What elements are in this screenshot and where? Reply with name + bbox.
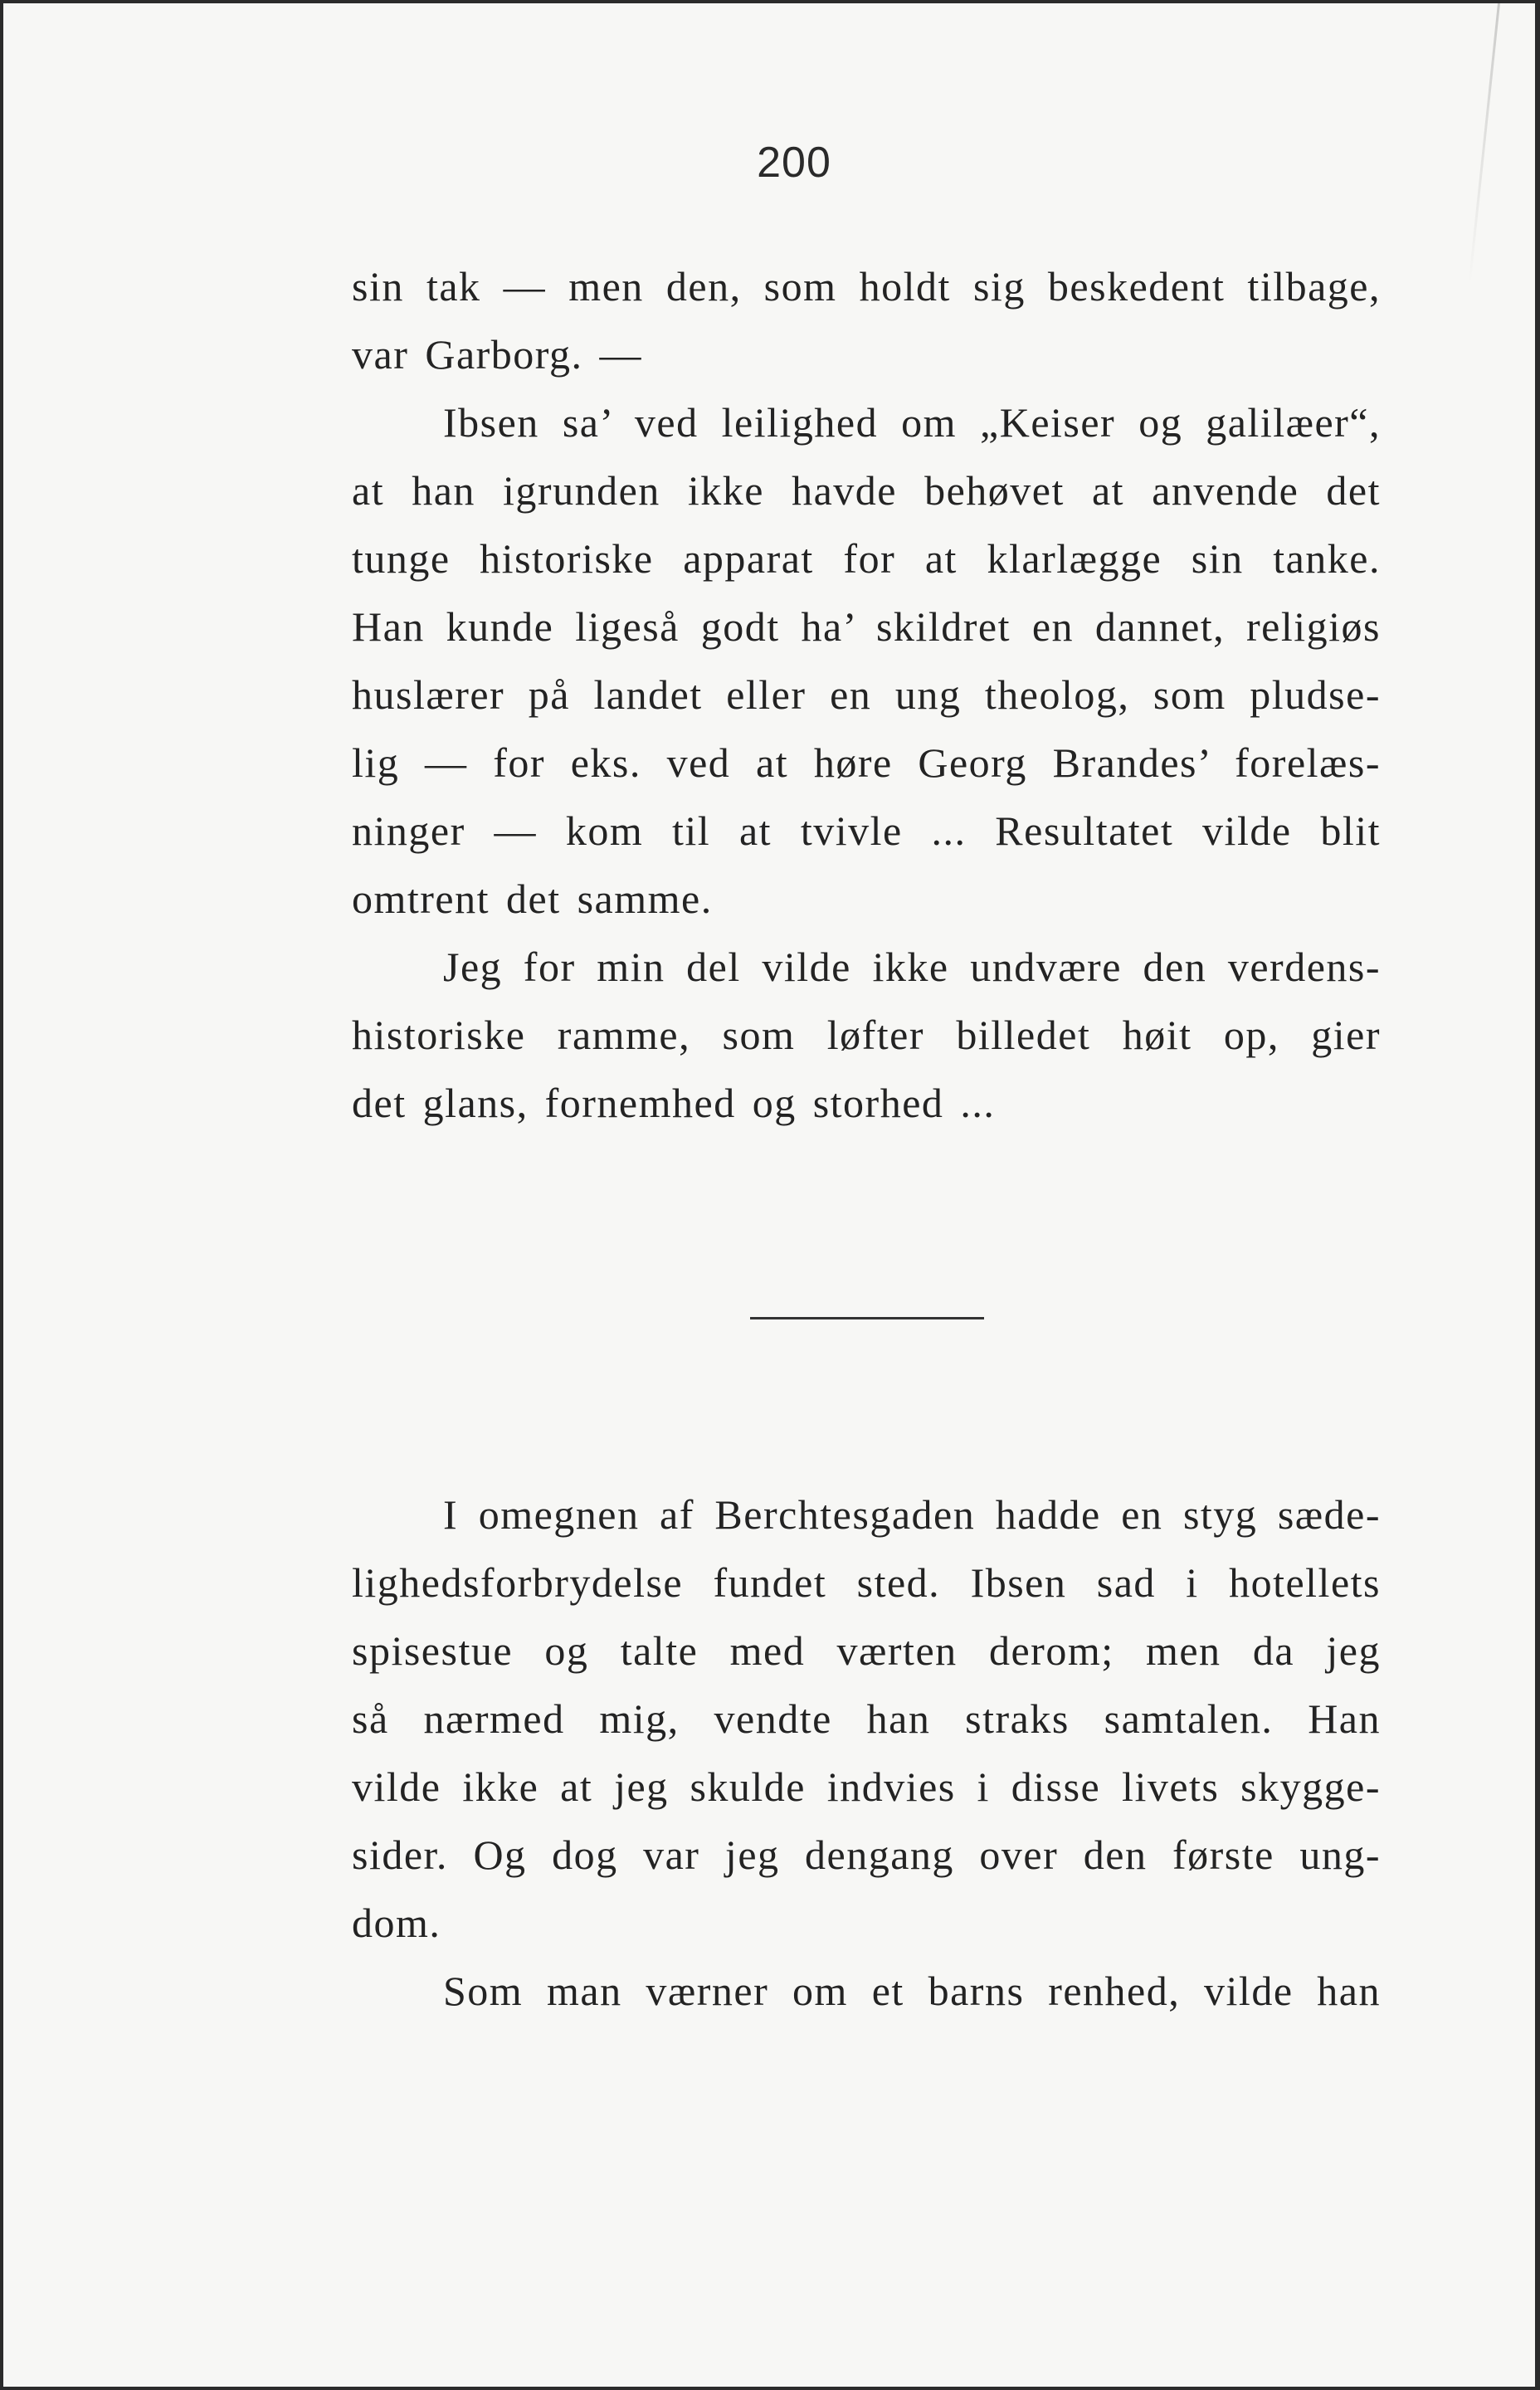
- text-line: ninger — kom til at tvivle ... Resultatet vilde blit: [352, 807, 1381, 854]
- text-line: historiske ramme, som løfter billedet høit op, gier: [352, 1012, 1381, 1058]
- paragraph-5: [352, 1957, 1381, 2025]
- text-section-1: [352, 252, 1381, 1137]
- paragraph-3: [352, 933, 1381, 1137]
- section-divider: [750, 1317, 984, 1319]
- text-line: dom.: [352, 1900, 441, 1946]
- text-line: var Garborg. —: [352, 331, 643, 378]
- text-line: sider. Og dog var jeg dengang over den første ung-: [352, 1832, 1381, 1878]
- book-page: [3, 3, 1535, 2387]
- text-line: lig — for eks. ved at høre Georg Brandes’ forelæs-: [352, 739, 1381, 786]
- paragraph-2: [352, 388, 1381, 933]
- text-line: Ibsen sa’ ved leilighed om „Keiser og galilæer“,: [443, 399, 1381, 446]
- text-line: at han igrunden ikke havde behøvet at anvende det: [352, 467, 1381, 514]
- text-line: I omegnen af Berchtesgaden hadde en styg sæde-: [443, 1491, 1381, 1538]
- text-line: vilde ikke at jeg skulde indvies i disse livets skygge-: [352, 1763, 1381, 1810]
- text-line: omtrent det samme.: [352, 876, 713, 922]
- text-line: huslærer på landet eller en ung theolog, som pludse-: [352, 671, 1381, 718]
- paragraph-4: [352, 1480, 1381, 1957]
- text-line: Han kunde ligeså godt ha’ skildret en dannet, religiøs: [352, 603, 1381, 650]
- text-section-2: [352, 1480, 1381, 2025]
- text-line: sin tak — men den, som holdt sig beskedent tilbage,: [352, 263, 1381, 310]
- text-line: tunge historiske apparat for at klarlægge sin tanke.: [352, 535, 1381, 582]
- text-line: det glans, fornemhed og storhed ...: [352, 1080, 996, 1126]
- page-number: 200: [757, 139, 831, 187]
- text-line: spisestue og talte med værten derom; men da jeg: [352, 1627, 1381, 1674]
- text-line: Som man værner om et barns renhed, vilde han: [443, 1968, 1381, 2014]
- paragraph-1: [352, 252, 1381, 388]
- text-line: Jeg for min del vilde ikke undvære den verdens-: [443, 944, 1381, 990]
- text-line: så nærmed mig, vendte han straks samtalen. Han: [352, 1695, 1381, 1742]
- text-line: lighedsforbrydelse fundet sted. Ibsen sad i hotellets: [352, 1559, 1381, 1606]
